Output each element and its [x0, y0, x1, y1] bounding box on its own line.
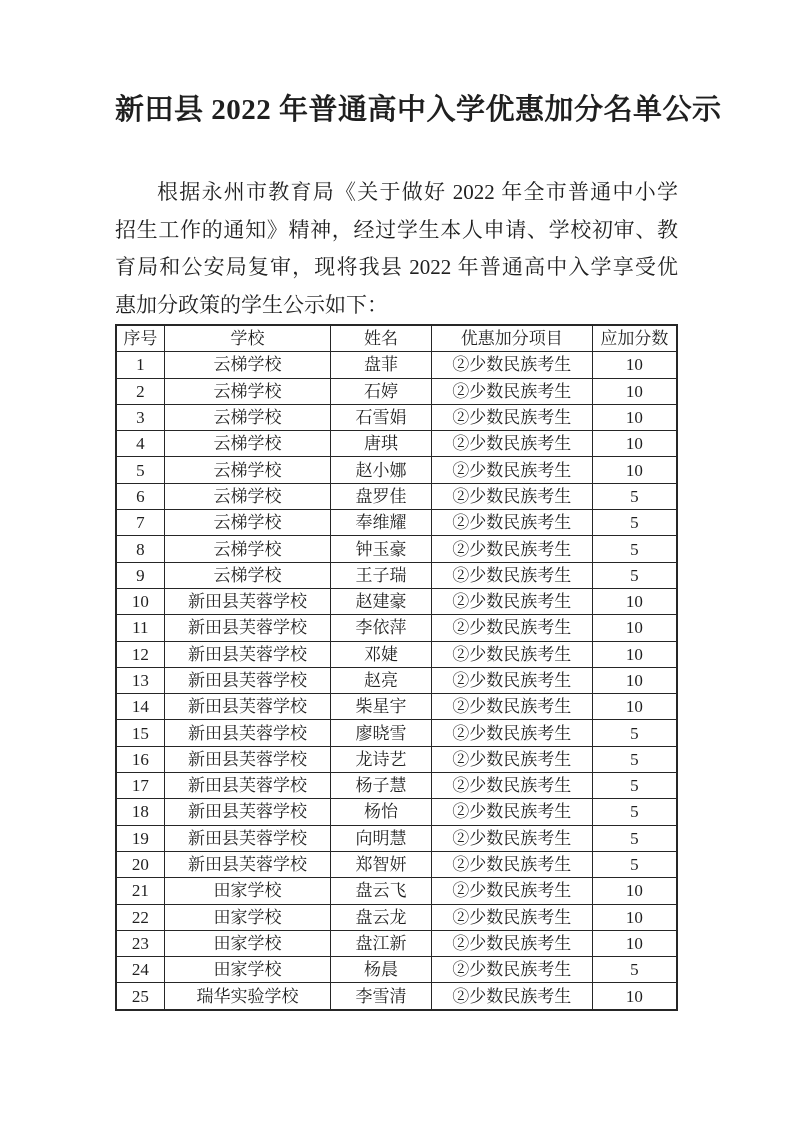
serial-no-cell: 8	[116, 536, 164, 562]
bonus-item-cell: ②少数民族考生	[431, 667, 592, 693]
serial-no-cell: 11	[116, 615, 164, 641]
bonus-score-cell: 5	[592, 957, 677, 983]
school-cell: 云梯学校	[164, 352, 331, 378]
serial-no-cell: 6	[116, 483, 164, 509]
bonus-score-cell: 10	[592, 588, 677, 614]
bonus-item-cell: ②少数民族考生	[431, 904, 592, 930]
table-row	[116, 615, 677, 641]
paragraph-line-3: 育局和公安局复审，现将我县 2022 年普通高中入学享受优	[115, 255, 678, 279]
bonus-item-cell: ②少数民族考生	[431, 457, 592, 483]
bonus-score-cell: 10	[592, 983, 677, 1010]
bonus-item-cell: ②少数民族考生	[431, 930, 592, 956]
bonus-score-cell: 5	[592, 851, 677, 877]
bonus-score-cell: 10	[592, 930, 677, 956]
bonus-score-cell: 5	[592, 799, 677, 825]
school-cell: 云梯学校	[164, 404, 331, 430]
table-row	[116, 878, 677, 904]
table-row	[116, 773, 677, 799]
serial-no-cell: 16	[116, 746, 164, 772]
student-name-cell: 李依萍	[331, 615, 431, 641]
school-cell: 新田县芙蓉学校	[164, 851, 331, 877]
school-cell: 云梯学校	[164, 536, 331, 562]
serial-no-cell: 20	[116, 851, 164, 877]
table-row	[116, 957, 677, 983]
school-cell: 云梯学校	[164, 483, 331, 509]
student-name-cell: 盘菲	[331, 352, 431, 378]
table-body	[116, 352, 677, 1010]
school-cell: 新田县芙蓉学校	[164, 825, 331, 851]
student-name-cell: 赵小娜	[331, 457, 431, 483]
table-row	[116, 930, 677, 956]
table-row	[116, 510, 677, 536]
student-name-cell: 龙诗艺	[331, 746, 431, 772]
table-row	[116, 799, 677, 825]
serial-no-cell: 7	[116, 510, 164, 536]
serial-no-cell: 15	[116, 720, 164, 746]
school-cell: 田家学校	[164, 878, 331, 904]
bonus-item-cell: ②少数民族考生	[431, 746, 592, 772]
school-cell: 新田县芙蓉学校	[164, 588, 331, 614]
school-cell: 云梯学校	[164, 562, 331, 588]
bonus-item-cell: ②少数民族考生	[431, 378, 592, 404]
col-header-bonus-score: 应加分数	[592, 325, 677, 352]
student-name-cell: 李雪清	[331, 983, 431, 1010]
bonus-item-cell: ②少数民族考生	[431, 562, 592, 588]
bonus-score-cell: 10	[592, 404, 677, 430]
table-row	[116, 562, 677, 588]
bonus-score-cell: 10	[592, 641, 677, 667]
bonus-item-cell: ②少数民族考生	[431, 641, 592, 667]
table-row	[116, 983, 677, 1010]
bonus-score-cell: 10	[592, 667, 677, 693]
table-row	[116, 746, 677, 772]
bonus-item-cell: ②少数民族考生	[431, 404, 592, 430]
serial-no-cell: 22	[116, 904, 164, 930]
paragraph-line-1: 根据永州市教育局《关于做好 2022 年全市普通中小学	[157, 180, 678, 204]
bonus-score-cell: 10	[592, 457, 677, 483]
school-cell: 瑞华实验学校	[164, 983, 331, 1010]
serial-no-cell: 21	[116, 878, 164, 904]
bonus-item-cell: ②少数民族考生	[431, 694, 592, 720]
table-row	[116, 851, 677, 877]
serial-no-cell: 5	[116, 457, 164, 483]
table-row	[116, 825, 677, 851]
serial-no-cell: 24	[116, 957, 164, 983]
serial-no-cell: 19	[116, 825, 164, 851]
serial-no-cell: 9	[116, 562, 164, 588]
school-cell: 新田县芙蓉学校	[164, 667, 331, 693]
student-name-cell: 向明慧	[331, 825, 431, 851]
table-row	[116, 641, 677, 667]
school-cell: 云梯学校	[164, 431, 331, 457]
table-row	[116, 352, 677, 378]
table-row	[116, 904, 677, 930]
student-name-cell: 柴星宇	[331, 694, 431, 720]
bonus-score-cell: 10	[592, 352, 677, 378]
col-header-bonus-item: 优惠加分项目	[431, 325, 592, 352]
serial-no-cell: 2	[116, 378, 164, 404]
student-name-cell: 唐琪	[331, 431, 431, 457]
serial-no-cell: 18	[116, 799, 164, 825]
bonus-item-cell: ②少数民族考生	[431, 352, 592, 378]
school-cell: 云梯学校	[164, 457, 331, 483]
student-name-cell: 杨晨	[331, 957, 431, 983]
serial-no-cell: 10	[116, 588, 164, 614]
serial-no-cell: 25	[116, 983, 164, 1010]
serial-no-cell: 3	[116, 404, 164, 430]
bonus-score-cell: 10	[592, 904, 677, 930]
table-row	[116, 667, 677, 693]
student-name-cell: 钟玉豪	[331, 536, 431, 562]
bonus-points-table	[115, 324, 678, 1011]
school-cell: 新田县芙蓉学校	[164, 641, 331, 667]
bonus-score-cell: 5	[592, 562, 677, 588]
bonus-score-cell: 5	[592, 773, 677, 799]
school-cell: 新田县芙蓉学校	[164, 694, 331, 720]
bonus-score-cell: 5	[592, 483, 677, 509]
school-cell: 新田县芙蓉学校	[164, 746, 331, 772]
serial-no-cell: 14	[116, 694, 164, 720]
school-cell: 云梯学校	[164, 510, 331, 536]
student-name-cell: 郑智妍	[331, 851, 431, 877]
student-name-cell: 石雪娟	[331, 404, 431, 430]
serial-no-cell: 23	[116, 930, 164, 956]
bonus-score-cell: 5	[592, 825, 677, 851]
bonus-item-cell: ②少数民族考生	[431, 957, 592, 983]
bonus-item-cell: ②少数民族考生	[431, 851, 592, 877]
school-cell: 田家学校	[164, 904, 331, 930]
paragraph-line-4: 惠加分政策的学生公示如下：	[115, 292, 388, 317]
intro-paragraph	[115, 174, 678, 324]
table-header-row	[116, 325, 677, 352]
page-title: 新田县 2022 年普通高中入学优惠加分名单公示	[115, 94, 722, 126]
student-name-cell: 赵建豪	[331, 588, 431, 614]
bonus-score-cell: 5	[592, 510, 677, 536]
school-cell: 新田县芙蓉学校	[164, 799, 331, 825]
col-header-school: 学校	[164, 325, 331, 352]
table-row	[116, 483, 677, 509]
student-name-cell: 廖晓雪	[331, 720, 431, 746]
school-cell: 田家学校	[164, 957, 331, 983]
student-name-cell: 杨怡	[331, 799, 431, 825]
school-cell: 新田县芙蓉学校	[164, 773, 331, 799]
bonus-score-cell: 10	[592, 431, 677, 457]
serial-no-cell: 1	[116, 352, 164, 378]
col-header-serial-no: 序号	[116, 325, 164, 352]
table-row	[116, 457, 677, 483]
serial-no-cell: 4	[116, 431, 164, 457]
bonus-item-cell: ②少数民族考生	[431, 483, 592, 509]
school-cell: 田家学校	[164, 930, 331, 956]
student-name-cell: 石婷	[331, 378, 431, 404]
bonus-item-cell: ②少数民族考生	[431, 878, 592, 904]
student-name-cell: 奉维耀	[331, 510, 431, 536]
bonus-score-cell: 5	[592, 536, 677, 562]
table-row	[116, 404, 677, 430]
student-name-cell: 盘云龙	[331, 904, 431, 930]
bonus-item-cell: ②少数民族考生	[431, 431, 592, 457]
bonus-item-cell: ②少数民族考生	[431, 720, 592, 746]
student-name-cell: 杨子慧	[331, 773, 431, 799]
serial-no-cell: 12	[116, 641, 164, 667]
bonus-score-cell: 5	[592, 720, 677, 746]
table-row	[116, 588, 677, 614]
bonus-score-cell: 10	[592, 878, 677, 904]
student-name-cell: 盘云飞	[331, 878, 431, 904]
school-cell: 云梯学校	[164, 378, 331, 404]
bonus-item-cell: ②少数民族考生	[431, 983, 592, 1010]
student-name-cell: 赵亮	[331, 667, 431, 693]
table-row	[116, 720, 677, 746]
bonus-item-cell: ②少数民族考生	[431, 799, 592, 825]
table-row	[116, 431, 677, 457]
school-cell: 新田县芙蓉学校	[164, 615, 331, 641]
student-name-cell: 盘江新	[331, 930, 431, 956]
bonus-score-cell: 10	[592, 694, 677, 720]
col-header-student-name: 姓名	[331, 325, 431, 352]
bonus-item-cell: ②少数民族考生	[431, 825, 592, 851]
bonus-item-cell: ②少数民族考生	[431, 588, 592, 614]
table-row	[116, 694, 677, 720]
bonus-score-cell: 10	[592, 378, 677, 404]
serial-no-cell: 13	[116, 667, 164, 693]
bonus-item-cell: ②少数民族考生	[431, 510, 592, 536]
bonus-score-cell: 5	[592, 746, 677, 772]
table-row	[116, 378, 677, 404]
bonus-item-cell: ②少数民族考生	[431, 615, 592, 641]
student-name-cell: 盘罗佳	[331, 483, 431, 509]
paragraph-line-2: 招生工作的通知》精神，经过学生本人申请、学校初审、教	[115, 217, 678, 242]
school-cell: 新田县芙蓉学校	[164, 720, 331, 746]
table-row	[116, 536, 677, 562]
student-name-cell: 王子瑞	[331, 562, 431, 588]
student-name-cell: 邓婕	[331, 641, 431, 667]
bonus-item-cell: ②少数民族考生	[431, 773, 592, 799]
serial-no-cell: 17	[116, 773, 164, 799]
bonus-item-cell: ②少数民族考生	[431, 536, 592, 562]
bonus-score-cell: 10	[592, 615, 677, 641]
